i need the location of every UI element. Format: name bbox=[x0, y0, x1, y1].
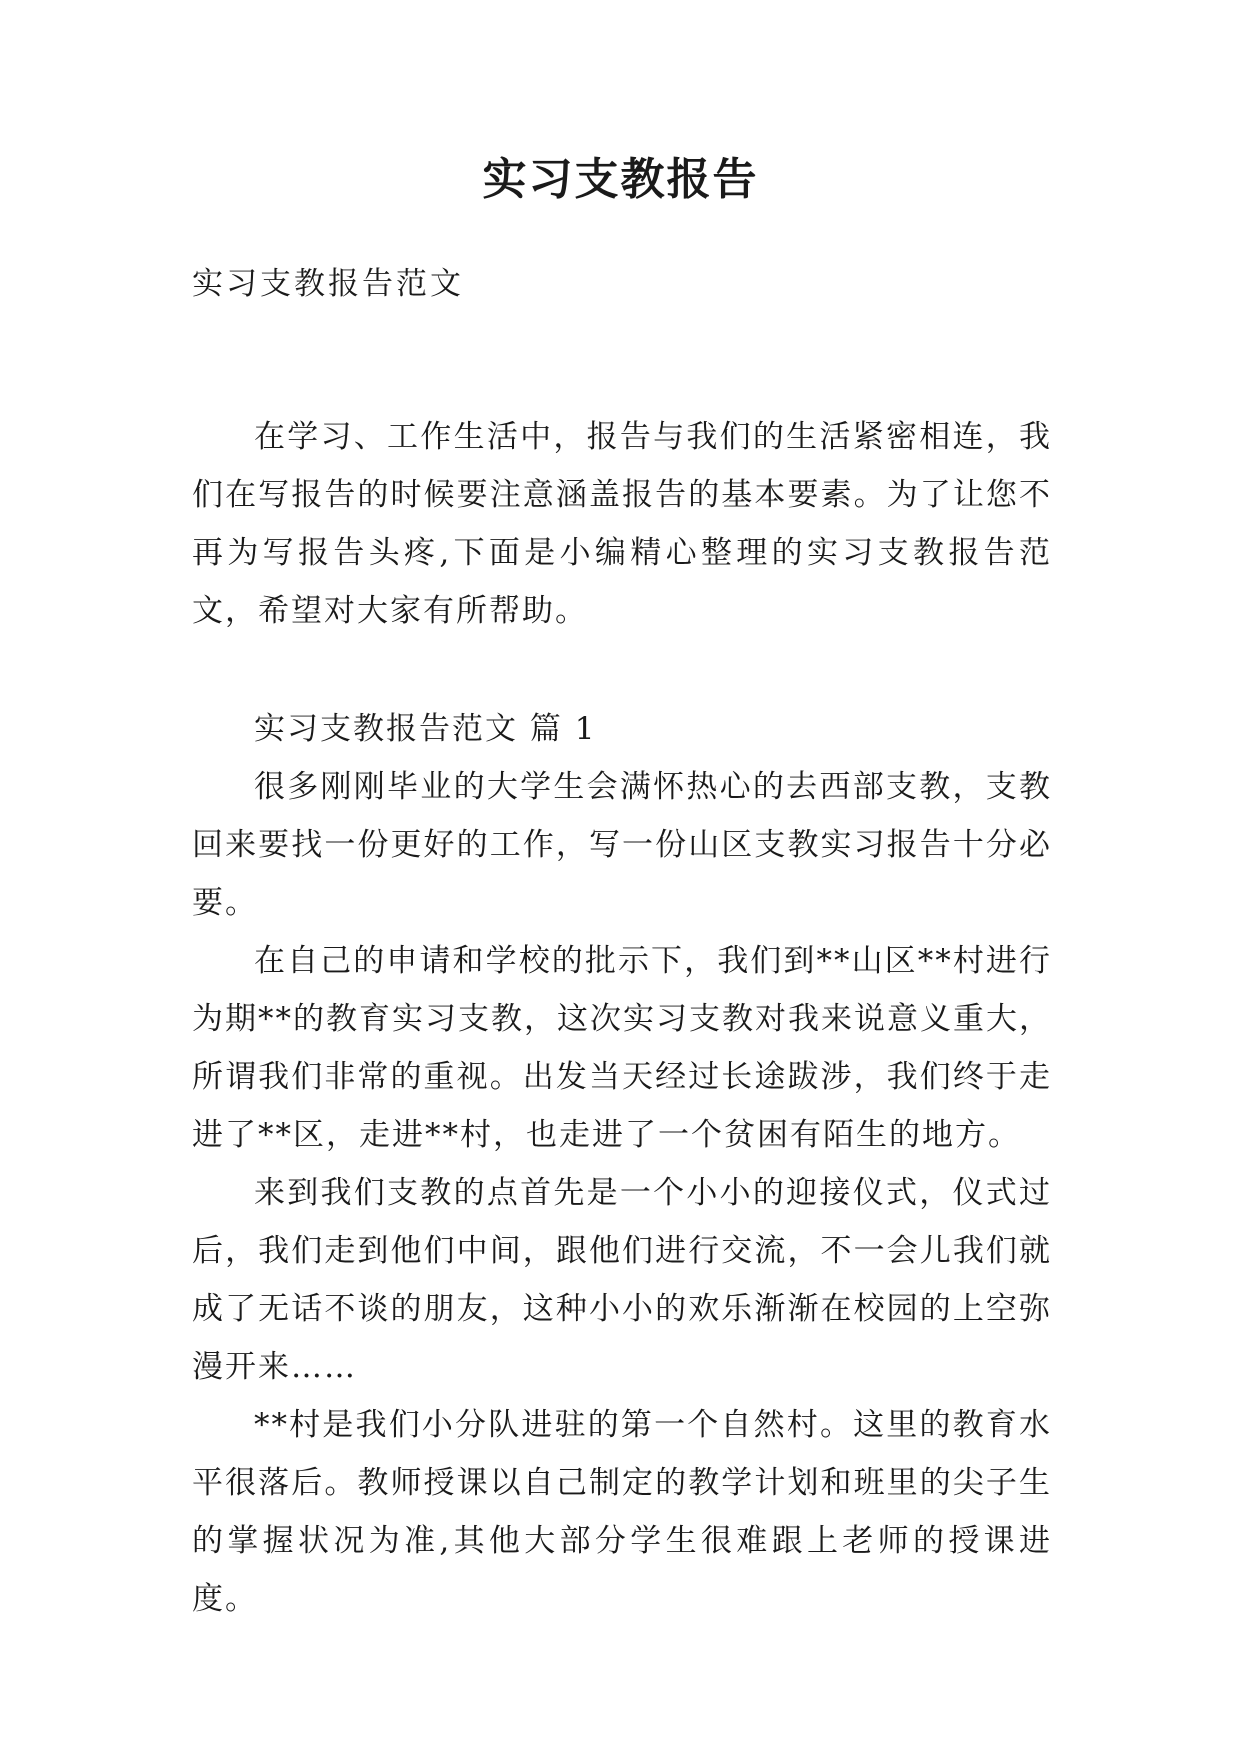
body-paragraph-1: 很多刚刚毕业的大学生会满怀热心的去西部支教，支教回来要找一份更好的工作，写一份山区支教实习报告十分必要。 bbox=[192, 769, 1052, 921]
section-heading: 实习支教报告范文 篇 1 bbox=[254, 711, 597, 747]
section-1 bbox=[192, 700, 1052, 1628]
body-paragraph-3: 来到我们支教的点首先是一个小小的迎接仪式，仪式过后，我们走到他们中间，跟他们进行交流，不一会儿我们就成了无话不谈的朋友，这种小小的欢乐渐渐在校园的上空弥漫开来…… bbox=[192, 1175, 1052, 1385]
document-subtitle: 实习支教报告范文 bbox=[192, 266, 464, 302]
intro-block bbox=[192, 408, 1052, 640]
body-paragraph-4: **村是我们小分队进驻的第一个自然村。这里的教育水平很落后。教师授课以自己制定的教学计划和班里的尖子生的掌握状况为准,其他大部分学生很难跟上老师的授课进度。 bbox=[192, 1407, 1052, 1617]
document-title: 实习支教报告 bbox=[482, 154, 759, 205]
body-paragraph-2: 在自己的申请和学校的批示下，我们到**山区**村进行为期**的教育实习支教，这次实习支教对我来说意义重大，所谓我们非常的重视。出发当天经过长途跋涉，我们终于走进了**区，走进**村，也走进了一个贫困有陌生的地方。 bbox=[192, 943, 1052, 1153]
intro-paragraph: 在学习、工作生活中，报告与我们的生活紧密相连，我们在写报告的时候要注意涵盖报告的基本要素。为了让您不再为写报告头疼,下面是小编精心整理的实习支教报告范文，希望对大家有所帮助。 bbox=[192, 419, 1052, 629]
